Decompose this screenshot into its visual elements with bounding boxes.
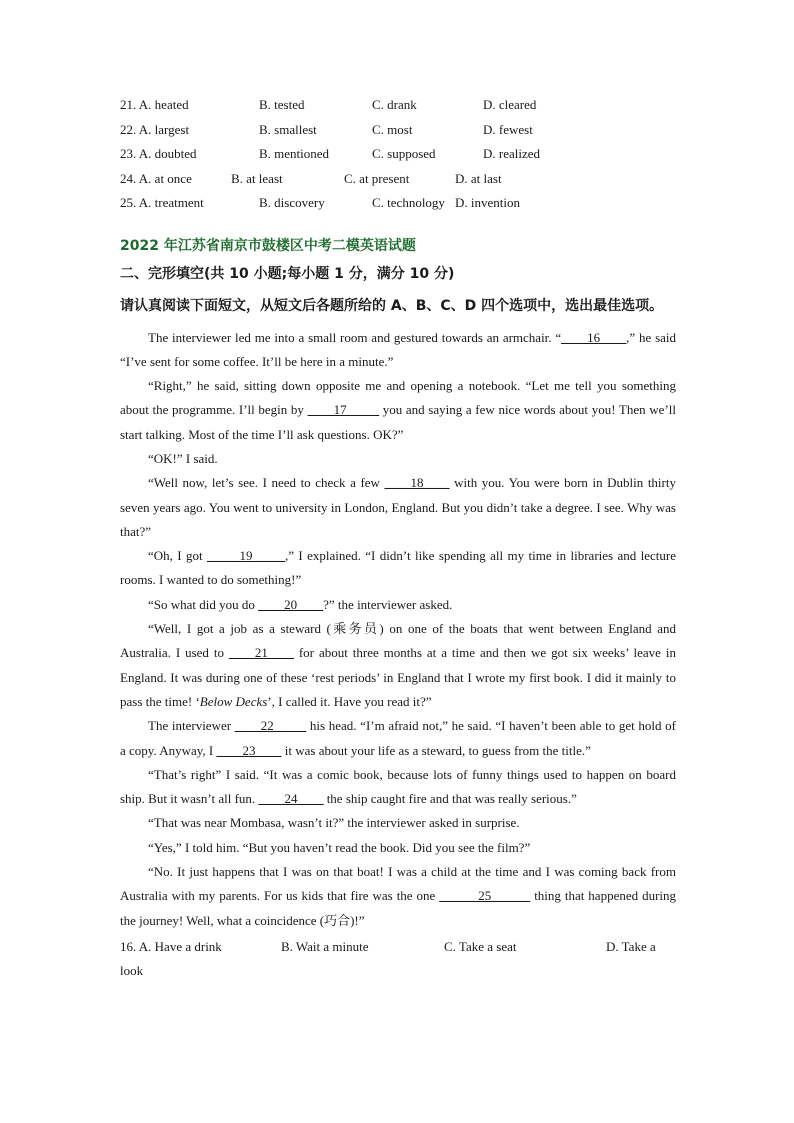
option-d: D. realized	[483, 146, 541, 161]
text: “Well now, let’s see. I need to check a few	[148, 475, 385, 491]
text: ,” he said “I’ve sent for some coffee. It’ll be here in a minute.”	[120, 329, 677, 369]
option-c: C. at present	[344, 170, 410, 186]
text: The interviewer led me into a small room and gestured towards an armchair. “	[148, 329, 562, 345]
paragraph	[120, 763, 676, 812]
text: thing that happened during the journey! Well, what a coincidence (巧合)!”	[120, 888, 677, 928]
blank-21: ____21____	[228, 645, 294, 661]
blank-24: ____24____	[258, 791, 324, 807]
text: “Oh, I got	[148, 548, 207, 564]
exam-title: 2022 年江苏省南京市鼓楼区中考二模英语试题	[120, 237, 416, 254]
text: with you. You were born in Dublin thirty seven years ago. You went to university in London, England. But you didn’t take a degree. I see. Why was that?”	[120, 475, 676, 539]
document-page	[120, 93, 676, 983]
blank-23: ____23____	[216, 742, 282, 758]
question-options-row	[120, 142, 676, 167]
text: “Well, I got a job as a steward (乘务员) on one of the boats that went between England and Australia. I used to	[120, 621, 676, 661]
option-b: B. Wait a minute	[281, 938, 369, 954]
option-c: C. Take a seat	[444, 938, 517, 954]
text: “Right,” he said, sitting down opposite me and opening a notebook. “Let me tell you something about the programme. I’ll begin by	[120, 378, 676, 418]
question-options-row	[120, 118, 676, 143]
text: “So what did you do	[148, 596, 259, 612]
question-options-row	[120, 93, 676, 118]
blank-19: _____19_____	[207, 548, 285, 564]
option-a: 24. A. at once	[120, 170, 192, 186]
paragraph	[120, 326, 676, 375]
paragraph	[120, 593, 676, 617]
instruction-text: 请认真阅读下面短文，从短文后各题所给的 A、B、C、D 四个选项中，选出最佳选项。	[120, 297, 664, 314]
text: The interviewer	[148, 718, 235, 734]
paragraph	[120, 860, 676, 933]
paragraph: “Yes,” I told him. “But you haven’t read the book. Did you see the film?”	[148, 839, 531, 855]
question-options-row	[120, 191, 676, 216]
previous-question-options	[120, 93, 676, 216]
book-title: Below Decks	[199, 693, 268, 709]
question-options-row	[120, 167, 676, 192]
blank-20: ____20____	[258, 596, 324, 612]
text: ’, I called it. Have you read it?”	[267, 693, 432, 709]
blank-17: ____17_____	[307, 402, 380, 418]
cloze-passage	[120, 326, 676, 933]
option-a: 16. A. Have a drink	[120, 938, 222, 954]
section-heading: 二、完形填空(共 10 小题;每小题 1 分，满分 10 分)	[120, 265, 455, 282]
blank-25: ______25______	[439, 888, 531, 904]
option-b: B. tested	[259, 97, 305, 112]
text: “No. It just happens that I was on that boat! I was a child at the time and I was coming back from Australia with my parents. For us kids that fire was the one	[120, 864, 676, 904]
blank-16: ____16____	[561, 329, 627, 345]
text: you and saying a few nice words about you! Then we’ll start talking. Most of the time I’ll ask questions. OK?”	[120, 402, 677, 442]
blank-18: ____18____	[384, 475, 450, 491]
option-d: D. Take a	[606, 938, 656, 954]
option-b: B. discovery	[259, 195, 325, 210]
blank-22: ____22_____	[234, 718, 307, 734]
option-b: B. mentioned	[259, 146, 330, 161]
option-d-continued: look	[120, 962, 144, 978]
text: it was about your life as a steward, to guess from the title.”	[281, 742, 591, 758]
text: ,” I explained. “I didn’t like spending all my time in libraries and lecture rooms. I wanted to do something!”	[120, 548, 676, 588]
paragraph: “That was near Mombasa, wasn’t it?” the interviewer asked in surprise.	[148, 815, 520, 831]
paragraph: “OK!” I said.	[148, 450, 218, 466]
option-b: B. at least	[231, 170, 283, 186]
option-d: D. at last	[455, 170, 502, 186]
option-c: C. drank	[372, 97, 417, 112]
text: the ship caught fire and that was really serious.”	[323, 791, 577, 807]
option-a: 25. A. treatment	[120, 195, 204, 210]
option-d: D. cleared	[483, 97, 537, 112]
question-16-options	[120, 935, 676, 959]
option-d: D. invention	[455, 195, 520, 210]
option-d: D. fewest	[483, 121, 533, 137]
option-b: B. smallest	[259, 121, 317, 137]
text: his head. “I’m afraid not,” he said. “I haven’t been able to get hold of a copy. Anyway, I	[120, 718, 676, 758]
option-a: 23. A. doubted	[120, 146, 197, 161]
paragraph	[120, 471, 676, 544]
paragraph	[120, 544, 676, 593]
text: “That’s right” I said. “It was a comic book, because lots of funny things used to happen on board ship. But it wasn’t all fun.	[120, 766, 676, 807]
option-c: C. technology	[372, 195, 445, 210]
paragraph	[120, 374, 676, 447]
option-a: 22. A. largest	[120, 121, 190, 137]
paragraph	[120, 714, 676, 763]
option-a: 21. A. heated	[120, 97, 189, 112]
option-c: C. most	[372, 121, 413, 137]
text: ?” the interviewer asked.	[323, 596, 453, 612]
paragraph	[120, 617, 676, 714]
text: for about three months at a time and then we got six weeks’ leave in England. It was during one of these ‘rest periods’ in England that I wrote my first book. I did it mainly to pass the time! ‘	[120, 645, 676, 709]
option-c: C. supposed	[372, 146, 436, 161]
